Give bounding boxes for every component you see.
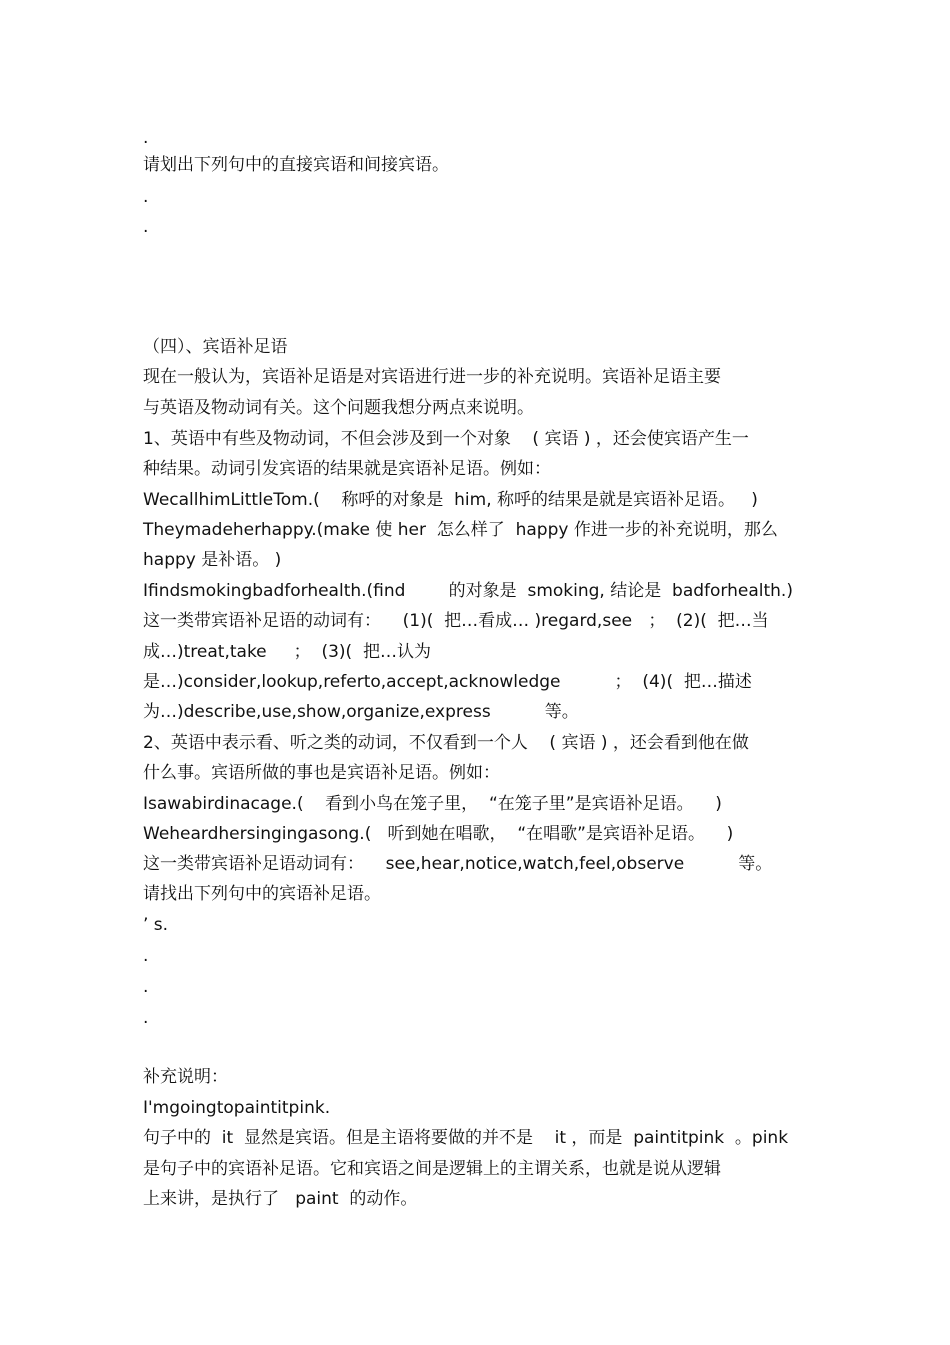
paragraph-line: 现在一般认为，宾语补足语是对宾语进行进一步的补充说明。宾语补足语主要: [143, 367, 721, 387]
dot-line: .: [143, 187, 149, 207]
supplement-heading: 补充说明：: [143, 1067, 228, 1087]
instruction-text: 请划出下列句中的直接宾语和间接宾语。: [143, 155, 449, 175]
paragraph-line: 2、英语中表示看、听之类的动词，不仅看到一个人 ( 宾语 ) ，还会看到他在做: [143, 733, 749, 753]
example-sentence: Ifindsmokingbadforhealth.(find 的对象是 smoking, 结论是 badforhealth.): [143, 581, 793, 601]
dot-line: .: [143, 217, 149, 237]
instruction-text: 请找出下列句中的宾语补足语。: [143, 884, 381, 904]
example-sentence: Isawabirdinacage.( 看到小鸟在笼子里， “在笼子里”是宾语补足语。 ): [143, 794, 722, 814]
paragraph-line: 这一类带宾语补足语的动词有： (1)( 把…看成… )regard,see ； (2)( 把…当: [143, 611, 769, 631]
paragraph-line: 什么事。宾语所做的事也是宾语补足语。例如：: [143, 763, 500, 783]
dot-line: .: [143, 128, 149, 148]
section-heading: （四）、宾语补足语: [143, 337, 288, 357]
paragraph-line: 句子中的 it 显然是宾语。但是主语将要做的并不是 it ，而是 paintitpink 。pink: [143, 1128, 789, 1148]
example-sentence: Theymadeherhappy.(make 使 her 怎么样了 happy 作进一步的补充说明，那么: [143, 520, 778, 540]
paragraph-line: 是句子中的宾语补足语。它和宾语之间是逻辑上的主谓关系，也就是说从逻辑: [143, 1159, 721, 1179]
paragraph-line: 上来讲，是执行了 paint 的动作。: [143, 1189, 418, 1209]
example-sentence: Weheardhersingingasong.( 听到她在唱歌， “在唱歌”是宾语补足语。 ): [143, 824, 734, 844]
dot-line: .: [143, 1008, 149, 1028]
paragraph-line: 成…)treat,take ； (3)( 把…认为: [143, 642, 431, 662]
paragraph-line: 为…)describe,use,show,organize,express 等。: [143, 702, 579, 722]
paragraph-line: happy 是补语。 ): [143, 550, 282, 570]
paragraph-line: 是…)consider,lookup,referto,accept,acknowledge ； (4)( 把…描述: [143, 672, 752, 692]
paragraph-line: 与英语及物动词有关。这个问题我想分两点来说明。: [143, 398, 534, 418]
dot-line: .: [143, 946, 149, 966]
example-sentence: WecallhimLittleTom.( 称呼的对象是 him, 称呼的结果是就是宾语补足语。 ): [143, 490, 758, 510]
example-sentence: I'mgoingtopaintitpink.: [143, 1098, 331, 1118]
dot-line: .: [143, 977, 149, 997]
paragraph-line: 1、英语中有些及物动词，不但会涉及到一个对象 ( 宾语 ) ，还会使宾语产生一: [143, 429, 749, 449]
paragraph-line: 这一类带宾语补足语动词有： see,hear,notice,watch,feel,observe 等。: [143, 854, 773, 874]
paragraph-line: 种结果。动词引发宾语的结果就是宾语补足语。例如：: [143, 459, 551, 479]
fragment-line: ’ s.: [143, 915, 169, 935]
